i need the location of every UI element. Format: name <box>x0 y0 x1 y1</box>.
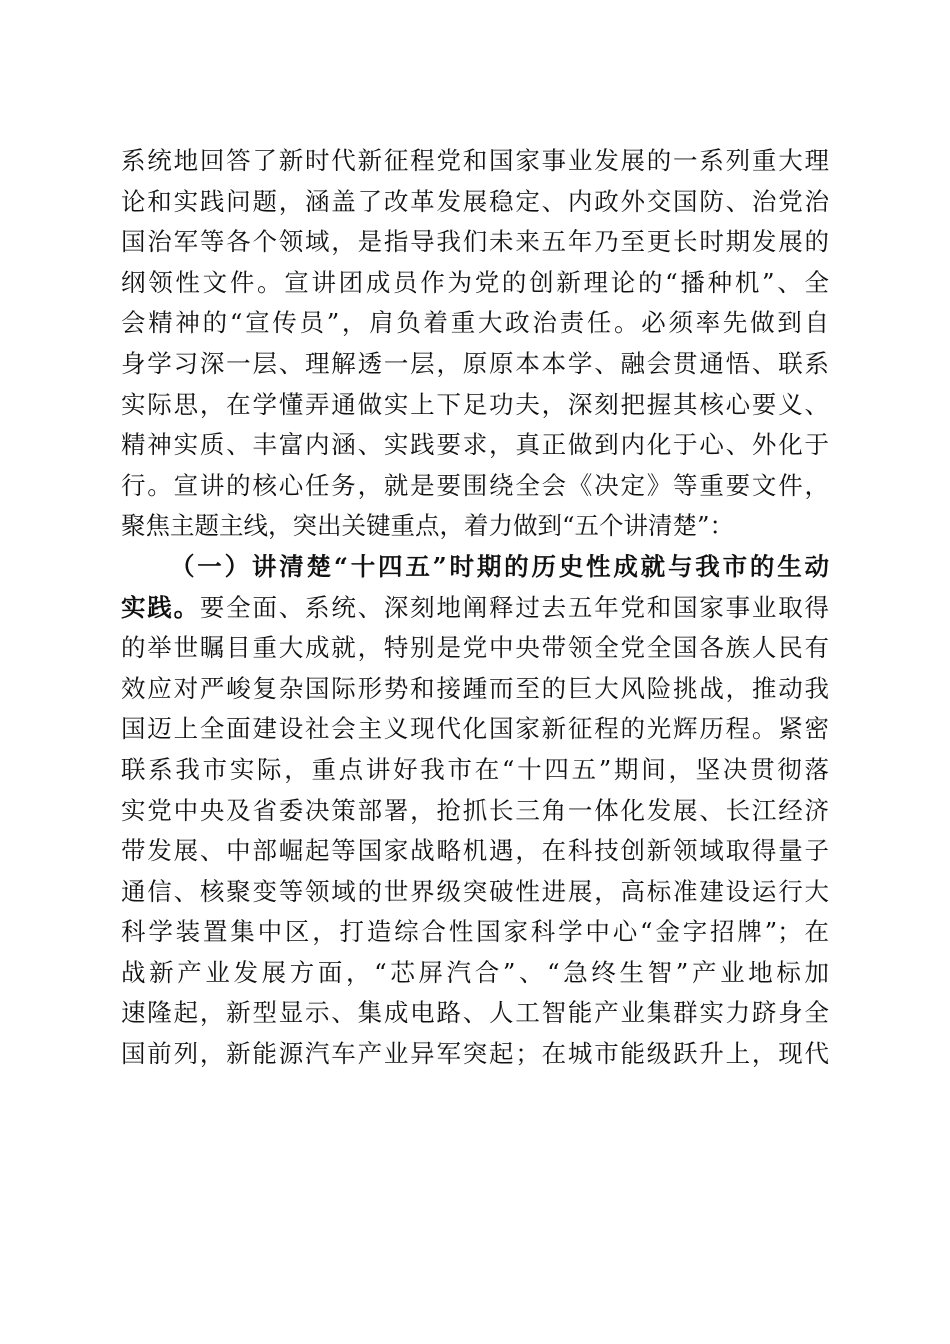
text-line: 身学习深一层、理解透一层，原原本本学、融会贯通悟、联系 <box>121 348 829 378</box>
text-line: 联系我市实际，重点讲好我市在“十四五”期间，坚决贯彻落 <box>121 754 829 784</box>
section-heading-continued <box>121 588 829 629</box>
text-line: 科学装置集中区，打造综合性国家科学中心“金字招牌”；在 <box>121 917 829 947</box>
text-line: 战新产业发展方面，“芯屏汽合”、“急终生智”产业地标加 <box>121 957 829 987</box>
section-heading-end: 实践。 <box>121 592 200 622</box>
text-line: 国迈上全面建设社会主义现代化国家新征程的光辉历程。紧密 <box>121 714 829 744</box>
text-line: 的举世瞩目重大成就，特别是党中央带领全党全国各族人民有 <box>121 633 829 663</box>
text-line: 系统地回答了新时代新征程党和国家事业发展的一系列重大理 <box>121 146 829 175</box>
text-line: 实党中央及省委决策部署，抢抓长三角一体化发展、长江经济 <box>121 795 829 825</box>
text-line: 带发展、中部崛起等国家战略机遇，在科技创新领域取得量子 <box>121 836 829 866</box>
body-text <box>121 141 829 1075</box>
text-line: 效应对严峻复杂国际形势和接踵而至的巨大风险挑战，推动我 <box>121 673 829 703</box>
text-line: 精神实质、丰富内涵、实践要求，真正做到内化于心、外化于 <box>121 430 829 460</box>
text-line: 国前列，新能源汽车产业异军突起；在城市能级跃升上，现代 <box>121 1039 829 1069</box>
text-line: 聚焦主题主线，突出关键重点，着力做到“五个讲清楚”： <box>121 511 735 541</box>
text-line: 行。宣讲的核心任务，就是要围绕全会《决定》等重要文件， <box>121 470 829 500</box>
section-heading: （一）讲清楚“十四五”时期的历史性成就与我市的生动 <box>170 551 829 581</box>
text-line: 国治军等各个领域，是指导我们未来五年乃至更长时期发展的 <box>121 227 829 257</box>
text-line: 实际思，在学懂弄通做实上下足功夫，深刻把握其核心要义、 <box>121 389 829 419</box>
text-line: 速隆起，新型显示、集成电路、人工智能产业集群实力跻身全 <box>121 998 829 1028</box>
text-line: 纲领性文件。宣讲团成员作为党的创新理论的“播种机”、全 <box>121 267 829 297</box>
text-line: 通信、核聚变等领域的世界级突破性进展，高标准建设运行大 <box>121 876 829 906</box>
text-line: 会精神的“宣传员”，肩负着重大政治责任。必须率先做到自 <box>121 308 829 338</box>
text-line-rest: 要全面、系统、深刻地阐释过去五年党和国家事业取得 <box>199 592 830 622</box>
text-line: 论和实践问题，涵盖了改革发展稳定、内政外交国防、治党治 <box>121 186 829 216</box>
